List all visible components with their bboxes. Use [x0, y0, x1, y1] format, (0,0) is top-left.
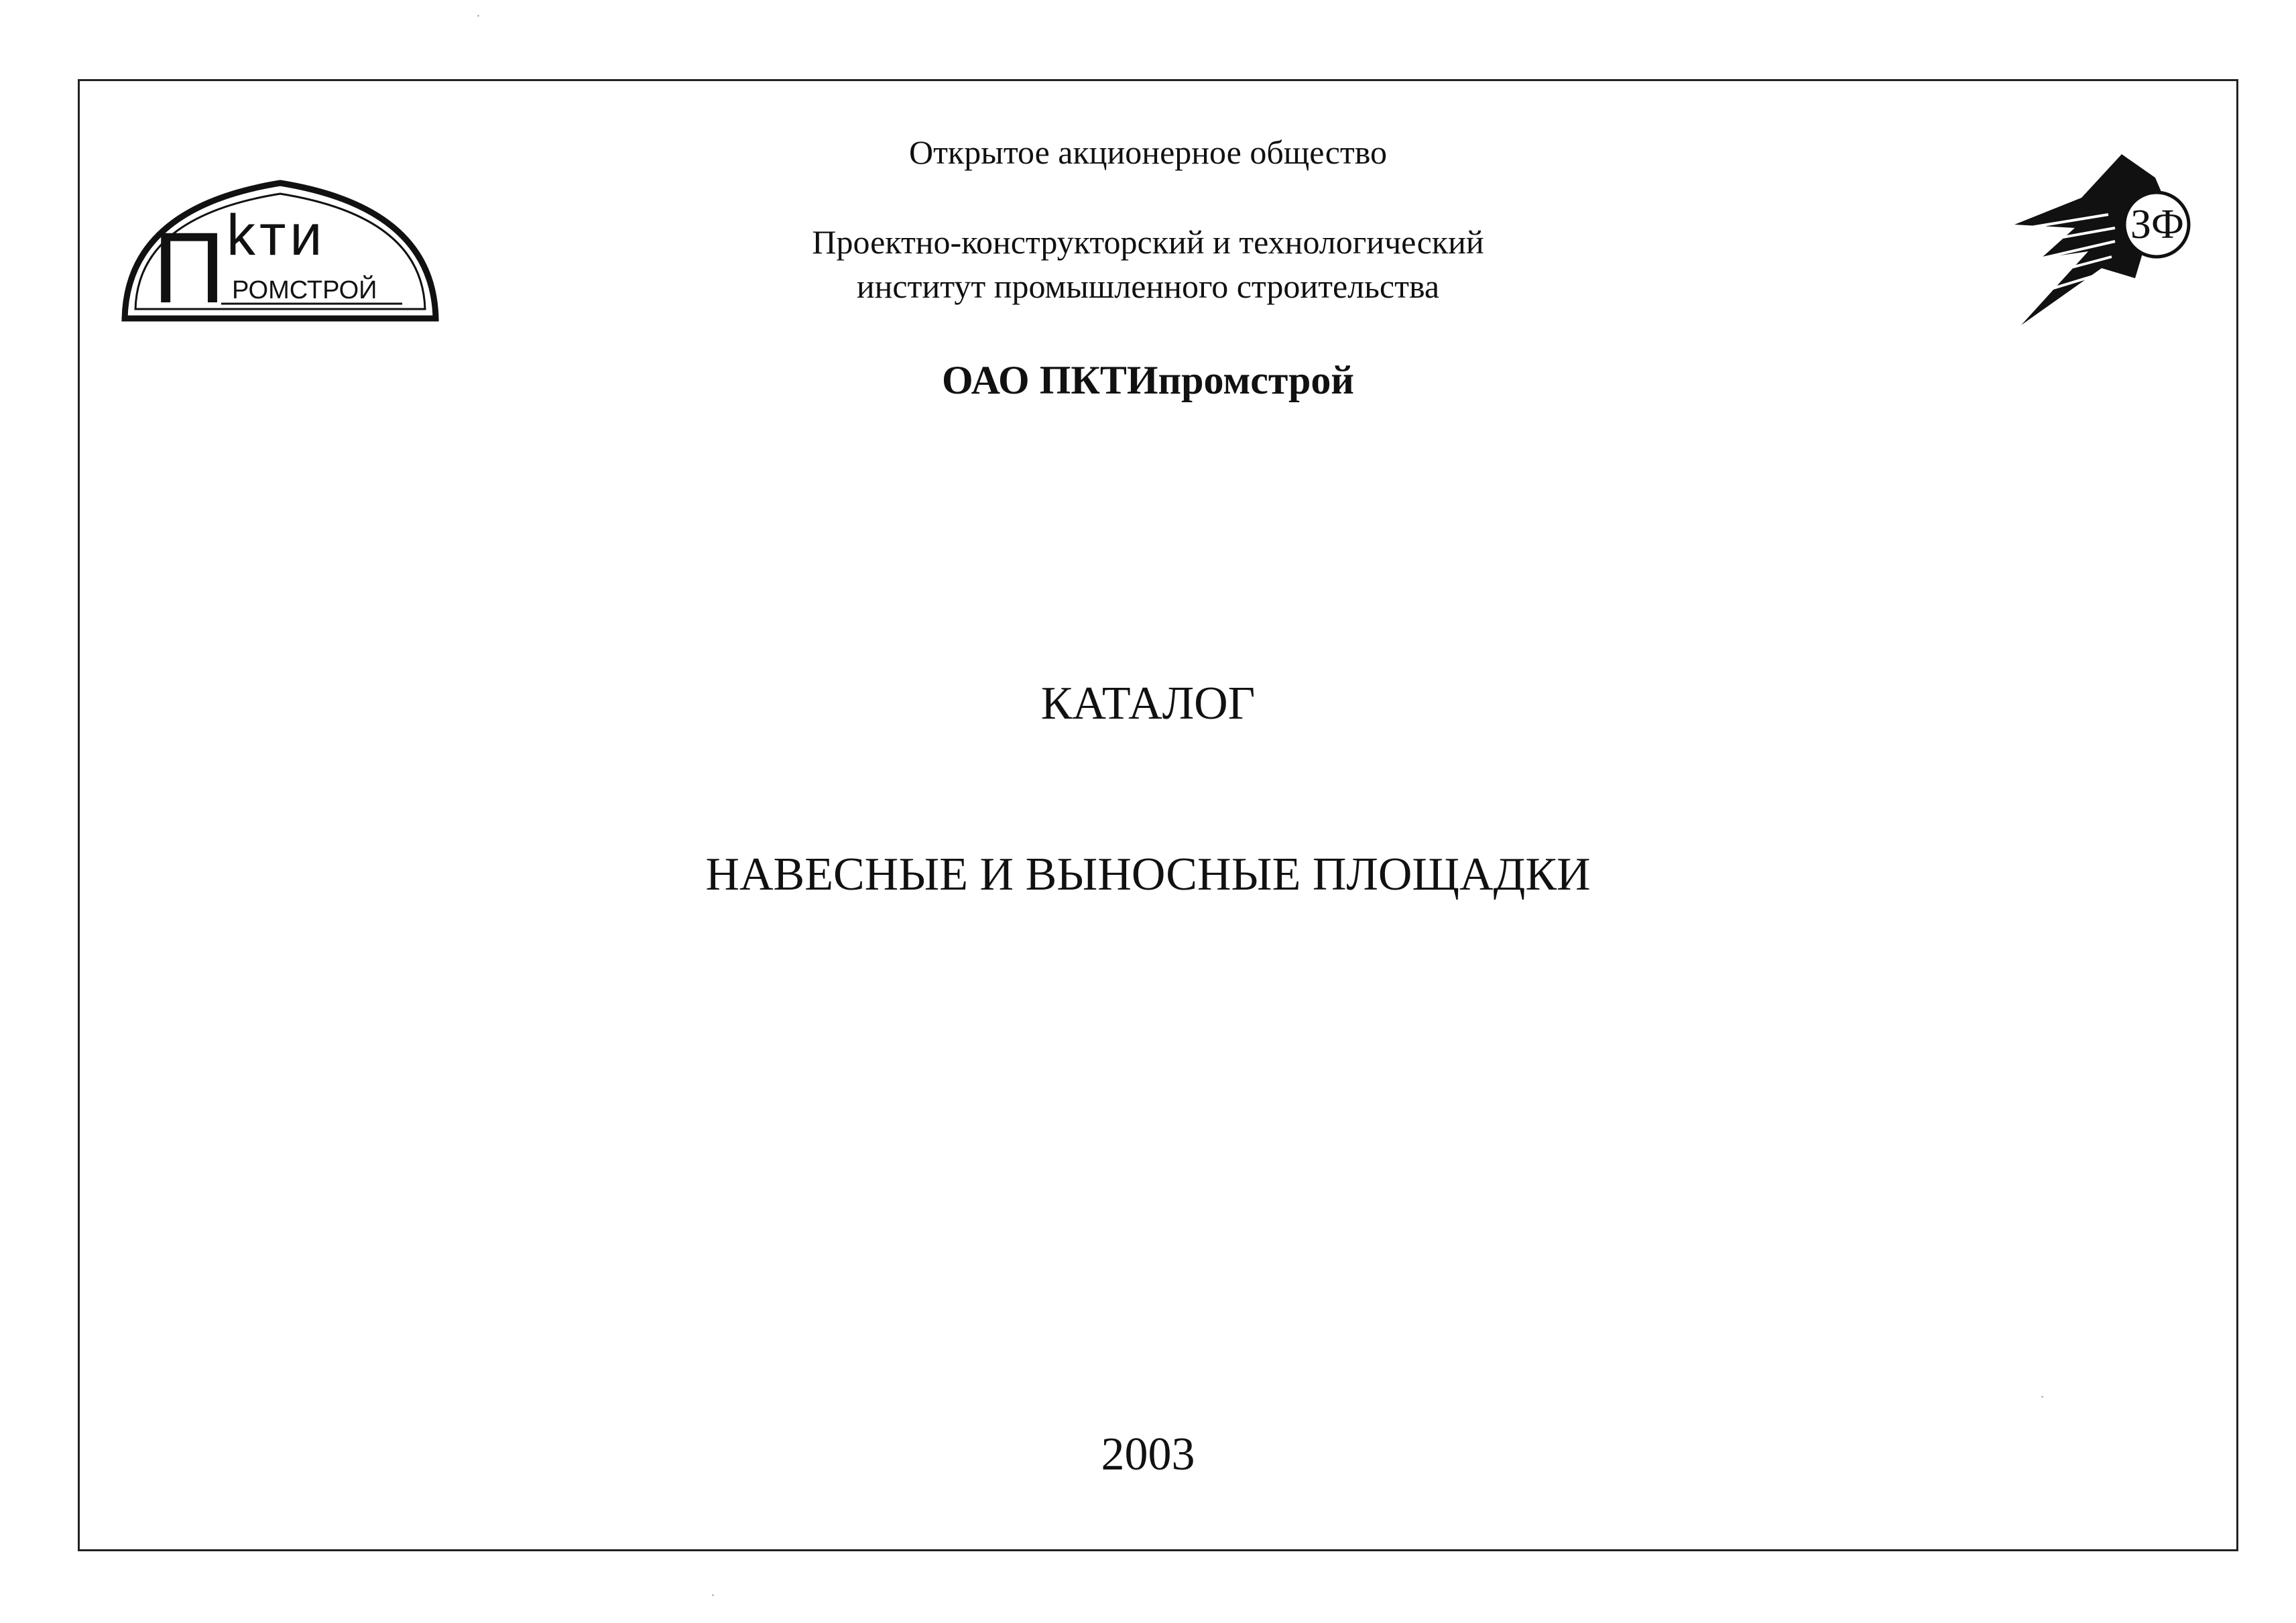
scan-speck [712, 1594, 714, 1596]
document-title: НАВЕСНЫЕ И ВЫНОСНЫЕ ПЛОЩАДКИ [705, 849, 1591, 900]
org-type: Открытое акционерное общество [908, 133, 1388, 171]
logo-top-letters: kти [227, 203, 326, 267]
logo-big-letter: П [153, 211, 225, 324]
scan-speck [477, 15, 479, 17]
scan-speck [2041, 1396, 2043, 1398]
institute-name-line-1: Проектно-конструкторский и технологический [812, 223, 1484, 261]
publication-year: 2003 [1101, 1429, 1195, 1480]
institute-name-line-2: институт промышленного строительства [856, 267, 1440, 305]
document-type: КАТАЛОГ [1040, 678, 1256, 729]
emblem-monogram: ЗФ [2130, 202, 2185, 247]
org-short-name: ОАО ПКТИпромстрой [942, 358, 1354, 402]
logo-bottom-text: РОМСТРОЙ [232, 276, 377, 304]
